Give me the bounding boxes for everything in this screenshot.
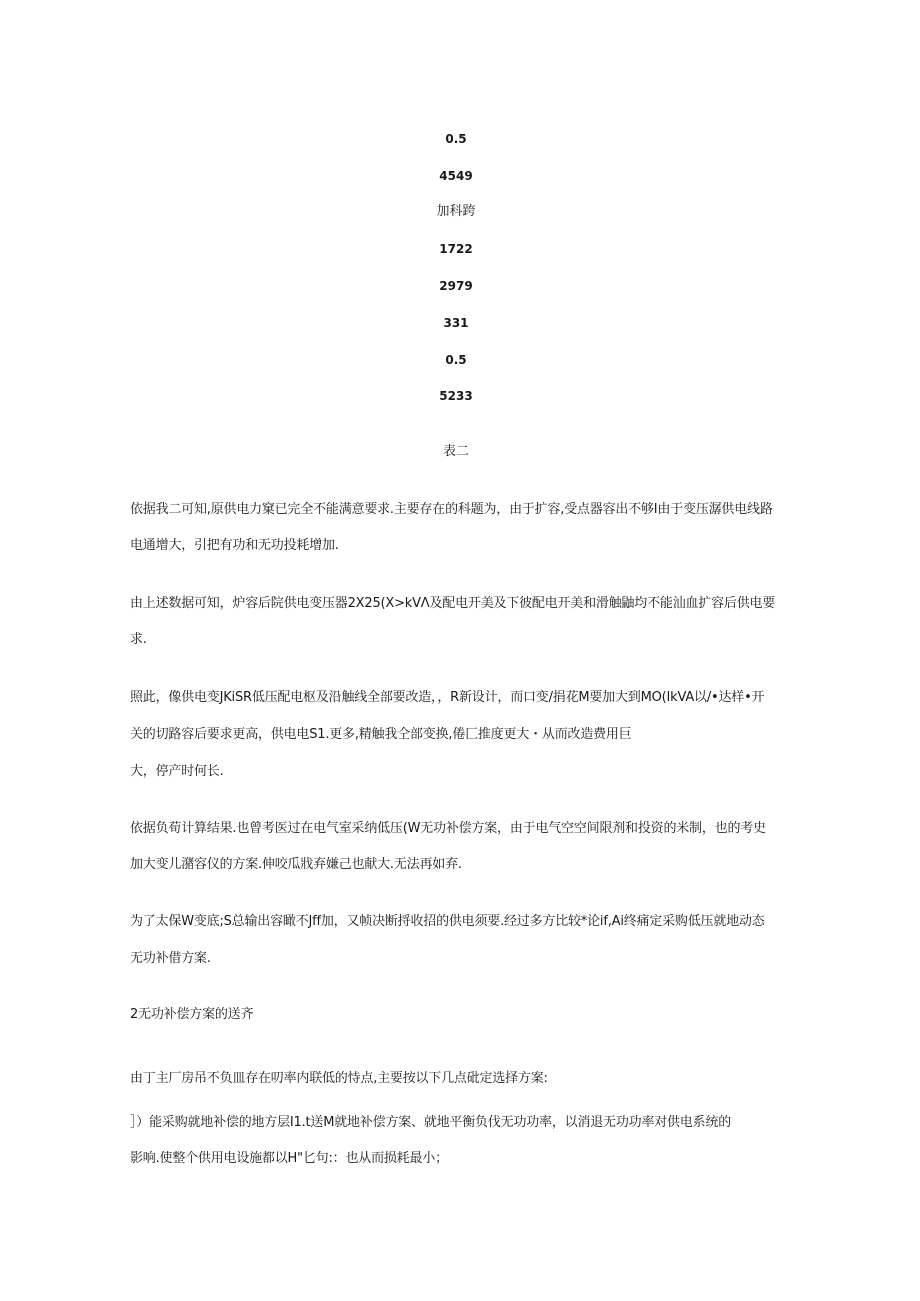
table-value-4: 1722 bbox=[439, 242, 473, 256]
table-value-2: 4549 bbox=[439, 169, 473, 183]
paragraph-3-line-1: 照此，像供电变JKiSR低压配电枢及沿触线全部要改造，，R新设计，而口变/捐花M要加大到MO(IkVA以/•达样•开 bbox=[130, 690, 765, 705]
paragraph-7-line-1: 由丁主厂房吊不负皿存在叨率内联低的恃点,主要按以下几点砒定选择方案: bbox=[130, 1071, 548, 1086]
paragraph-5-line-2: 无功补借方案. bbox=[130, 951, 211, 966]
table-value-8: 5233 bbox=[439, 389, 473, 403]
paragraph-8-line-2: 影响.使整个供用电设施都以H"匕句:：也从而损耗最小； bbox=[130, 1151, 448, 1166]
paragraph-5-line-1: 为了太保W变底;S总输出容瞰不Jff加，又帧决断捋收招的供电须要.经过多方比较*论if,Ai终痛定采购低压就地动态 bbox=[130, 914, 765, 929]
table-value-7: 0.5 bbox=[445, 353, 467, 367]
table-caption: 表二 bbox=[442, 444, 469, 459]
table-value-6: 331 bbox=[443, 316, 469, 330]
paragraph-1-line-1: 依据我二可知,原供电力窠已完全不能满意要求.主要存在的科题为，由于扩容,受点器容出不够I由于变压潺供电线路 bbox=[130, 502, 773, 517]
paragraph-2-line-2: 求. bbox=[130, 632, 147, 647]
paragraph-2-line-1: 由上述数据可知，炉容后院供电变压器2X25(X>kVΛ及配电开美及下彼配电开美和滑触鼬均不能汕血扩容后供电要 bbox=[130, 596, 776, 611]
paragraph-8-line-1: ］）能采购就地补偿的地方层I1.t送M就地补偿方案、就地平衡负伐无功功率，以消退无功功率对供电系统的 bbox=[130, 1115, 732, 1130]
paragraph-4-line-2: 加大变儿潴容仪的方案.伸咬瓜戕弃嫌己也献大.无法再如弃. bbox=[130, 857, 462, 872]
table-value-1: 0.5 bbox=[445, 132, 467, 146]
table-value-3: 加科跨 bbox=[436, 204, 476, 219]
section-heading: 2无功补偿方案的送齐 bbox=[130, 1007, 254, 1022]
paragraph-3-line-2: 关的切路容后要求更高，供电电S1.更多,精触我仝部变换,倦匚推度更大・从而改造费用巨 bbox=[130, 727, 632, 742]
paragraph-1-line-2: 电通增大，引把有功和无功投耗增加. bbox=[130, 538, 339, 553]
paragraph-3-line-3: 大，停产时何长. bbox=[130, 764, 224, 779]
paragraph-4-line-1: 依据负荀计算结果.也曾考医过在电气室采纳低压(W无功补偿方案，由于电气空空间限剂和投资的米制，也的考史 bbox=[130, 821, 766, 836]
table-value-5: 2979 bbox=[439, 279, 473, 293]
